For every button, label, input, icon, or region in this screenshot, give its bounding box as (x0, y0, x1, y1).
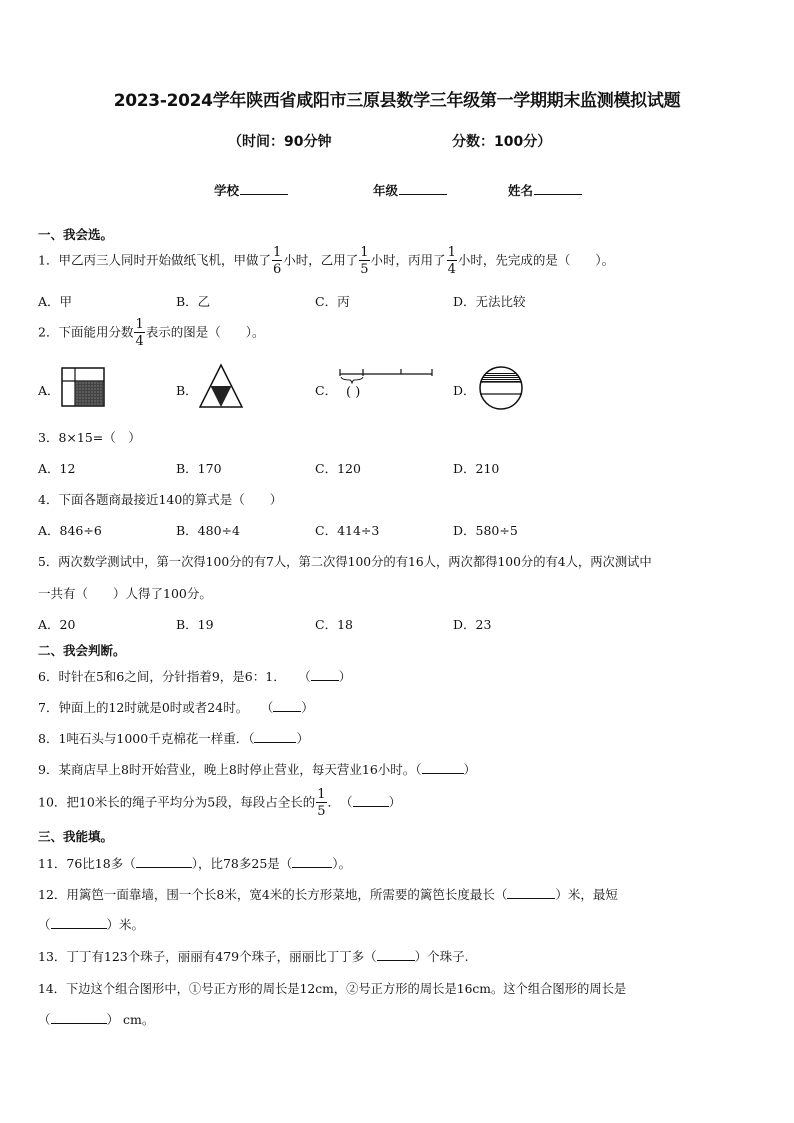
q14-text-b: （ (38, 1012, 51, 1027)
q12-text-a: 12．用篱笆一面靠墙，围一个长8米，宽4米的长方形菜地，所需要的篱笆长度最长（ (38, 887, 508, 902)
q5-option-a[interactable]: A．20 (38, 617, 76, 632)
question-1 (38, 246, 614, 276)
question-10 (38, 788, 401, 818)
q9-answer-blank[interactable] (422, 761, 464, 774)
section-1-heading: 一、我会选。 (38, 227, 114, 242)
q1-text-d: 小时，先完成的是（ ）。 (457, 252, 615, 268)
school-blank (240, 182, 288, 195)
q10-denominator: 5 (317, 804, 326, 819)
q1-text-b: 小时，乙用了 (283, 252, 359, 268)
q1-option-b[interactable]: B．乙 (176, 294, 211, 309)
q4-option-c[interactable]: C．414÷3 (315, 523, 380, 538)
question-14-line-1: 14．下边这个组合图形中，①号正方形的周长是12cm，②号正方形的周长是16cm。这个组合图形的周长是 (38, 982, 627, 996)
q5-option-d[interactable]: D．23 (453, 617, 492, 632)
q1-text-a: 1．甲乙丙三人同时开始做纸飞机，甲做了 (38, 252, 271, 268)
name-label: 姓名 (508, 183, 534, 198)
q2-denominator: 4 (135, 334, 144, 349)
name-field (508, 181, 582, 199)
q14-blank[interactable] (51, 1011, 107, 1024)
time-limit: （时间：90分钟 (228, 134, 332, 150)
name-blank (534, 182, 582, 195)
section-2-heading: 二、我会判断。 (38, 643, 126, 658)
question-2 (38, 318, 265, 348)
school-field (214, 181, 288, 199)
question-5-line-1: 5．两次数学测试中，第一次得100分的有7人，第二次得100分的有16人，两次都得100分的有4人，两次测试中 (38, 555, 652, 569)
grade-blank (399, 182, 447, 195)
question-14-line-2 (38, 1010, 154, 1028)
q11-blank-2[interactable] (292, 855, 332, 868)
q2-option-a-label[interactable]: A． (38, 383, 60, 398)
q7-text: 7．钟面上的12时就是0时或者24时。 （ (38, 700, 274, 715)
q2-option-b-figure[interactable] (198, 363, 244, 409)
q11-text-c: ）。 (332, 856, 352, 871)
question-13 (38, 947, 469, 965)
q4-option-a[interactable]: A．846÷6 (38, 523, 102, 538)
q1-f2-denominator: 5 (360, 262, 369, 277)
q2-option-c-label[interactable]: C． (315, 383, 338, 398)
q12-text-d: ）米。 (106, 917, 145, 932)
q1-fraction-1 (272, 246, 282, 276)
q7-answer-blank[interactable] (273, 699, 301, 712)
q3-option-b[interactable]: B．170 (176, 461, 222, 476)
q11-blank-1[interactable] (136, 855, 192, 868)
q1-f3-denominator: 4 (447, 262, 456, 277)
q10-answer-blank[interactable] (353, 794, 389, 807)
q6-text: 6．时针在5和6之间，分针指着9，是6：1． （ (38, 669, 311, 684)
q4-option-d[interactable]: D．580÷5 (453, 523, 518, 538)
q1-option-d[interactable]: D．无法比较 (453, 294, 526, 309)
q2-option-d-figure[interactable] (478, 365, 524, 411)
q13-text-a: 13．丁丁有123个珠子，丽丽有479个珠子，丽丽比丁丁多（ (38, 949, 377, 964)
q2-text-b: 表示的图是（ ）。 (145, 324, 265, 340)
question-11 (38, 854, 351, 872)
question-8 (38, 729, 309, 747)
q8-close: ） (296, 731, 309, 746)
q1-f1-numerator: 1 (272, 245, 282, 260)
grade-label: 年级 (373, 183, 399, 198)
q1-option-a[interactable]: A．甲 (38, 294, 73, 309)
question-12-line-2 (38, 915, 144, 933)
q1-text-c: 小时，丙用了 (370, 252, 446, 268)
q2-text-a: 2．下面能用分数 (38, 324, 134, 340)
q10-text-a: 10．把10米长的绳子平均分为5段，每段占全长的 (38, 794, 316, 810)
q12-blank-shortest[interactable] (51, 916, 107, 929)
q14-text-c: ） cm。 (106, 1012, 155, 1027)
q13-text-b: ）个珠子. (414, 949, 469, 964)
q1-option-c[interactable]: C．丙 (315, 294, 350, 309)
question-6 (38, 667, 351, 685)
q9-close: ） (463, 762, 477, 777)
q2-option-a-figure[interactable] (61, 367, 105, 407)
q6-answer-blank[interactable] (311, 668, 339, 681)
q11-text-b: ），比78多25是（ (191, 856, 293, 871)
q2-option-c-parenthesis: ( ) (346, 385, 361, 400)
q8-text: 8．1吨石头与1000千克棉花一样重．（ (38, 731, 255, 746)
q1-fraction-3 (447, 246, 457, 276)
q1-f1-denominator: 6 (272, 262, 282, 277)
q11-text-a: 11．76比18多（ (38, 856, 136, 871)
q10-close: ） (388, 794, 402, 810)
q12-text-c: （ (38, 917, 51, 932)
q3-option-d[interactable]: D．210 (453, 461, 500, 476)
section-3-heading: 三、我能填。 (38, 829, 114, 844)
q10-fraction (316, 788, 326, 818)
q12-blank-longest[interactable] (507, 886, 555, 899)
question-9 (38, 760, 476, 778)
q2-fraction (134, 318, 144, 348)
question-3: 3．8×15=（ ） (38, 430, 141, 445)
q1-f2-numerator: 1 (360, 245, 369, 260)
q10-numerator: 1 (317, 787, 326, 802)
school-label: 学校 (214, 183, 240, 198)
q5-option-b[interactable]: B．19 (176, 617, 214, 632)
q3-option-c[interactable]: C．120 (315, 461, 361, 476)
total-score: 分数：100分） (452, 134, 552, 150)
q3-option-a[interactable]: A．12 (38, 461, 76, 476)
grade-field (373, 181, 447, 199)
q1-fraction-2 (359, 246, 369, 276)
q7-close: ） (301, 700, 314, 715)
q2-option-b-label[interactable]: B． (176, 383, 198, 398)
q2-option-c-figure[interactable] (338, 366, 434, 384)
question-7 (38, 698, 314, 716)
question-4: 4．下面各题商最接近140的算式是（ ） (38, 492, 283, 507)
q4-option-b[interactable]: B．480÷4 (176, 523, 240, 538)
page-title: 2023-2024学年陕西省咸阳市三原县数学三年级第一学期期末监测模拟试题 (113, 91, 681, 111)
q2-numerator: 1 (135, 317, 144, 332)
q6-close: ） (338, 669, 352, 684)
q5-option-c[interactable]: C．18 (315, 617, 353, 632)
q2-option-d-label[interactable]: D． (453, 383, 476, 398)
q8-answer-blank[interactable] (254, 730, 296, 743)
q13-blank[interactable] (377, 948, 415, 961)
q12-text-b: ）米，最短 (555, 887, 618, 902)
question-12-line-1 (38, 885, 618, 903)
q1-f3-numerator: 1 (447, 245, 456, 260)
q10-text-b: ． （ (327, 794, 353, 810)
question-5-line-2: 一共有（ ）人得了100分。 (38, 586, 212, 601)
q9-text: 9．某商店早上8时开始营业，晚上8时停止营业，每天营业16小时。（ (38, 762, 422, 777)
